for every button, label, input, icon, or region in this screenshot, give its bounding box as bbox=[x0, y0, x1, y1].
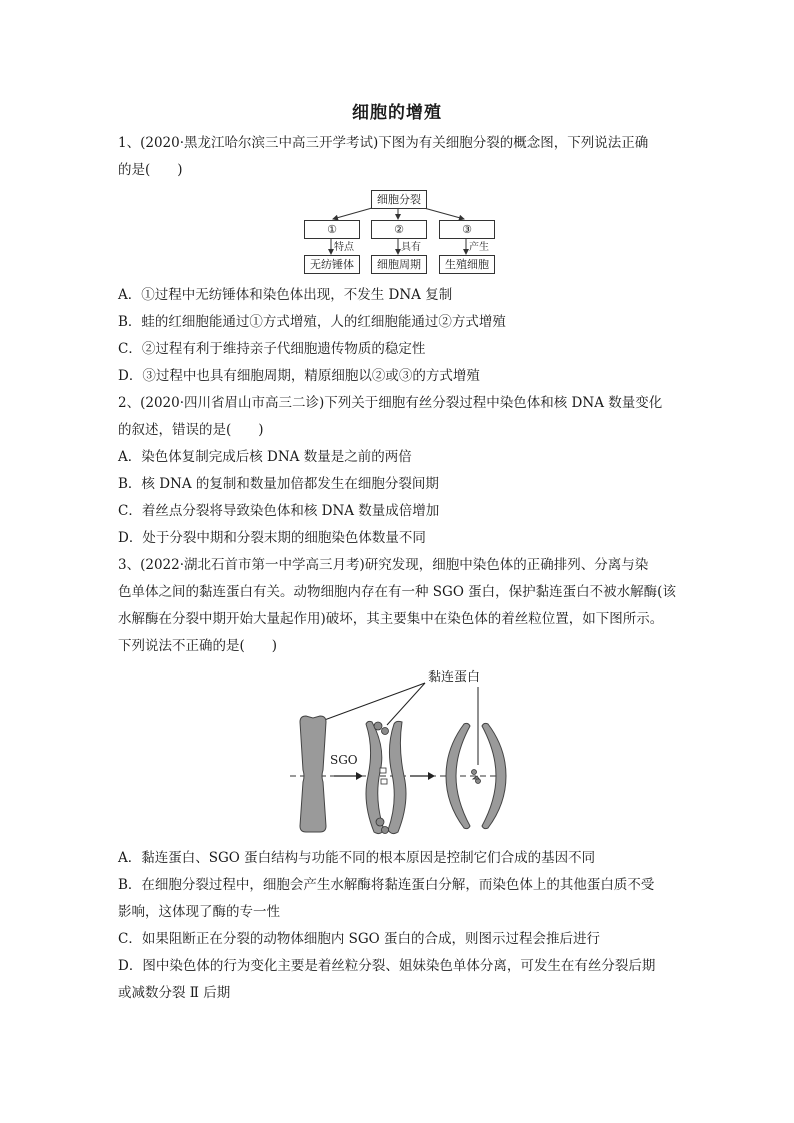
q2-option-c: C．着丝点分裂将导致染色体和核 DNA 数量成倍增加 bbox=[118, 503, 440, 519]
pointer-line-1 bbox=[319, 683, 425, 722]
chromatid-separated-right bbox=[482, 723, 506, 828]
diagram-node-branch-3: ③ bbox=[439, 220, 495, 239]
q1-option-a: A．①过程中无纺锤体和染色体出现，不发生 DNA 复制 bbox=[118, 287, 453, 303]
q2-option-a: A．染色体复制完成后核 DNA 数量是之前的两倍 bbox=[118, 449, 412, 465]
chromosome-stage-1 bbox=[300, 716, 326, 832]
q3-stem-line1: 3、(2022·湖北石首市第一中学高三月考)研究发现，细胞中染色体的正确排列、分离与染 bbox=[118, 557, 649, 573]
q3-stem-line4: 下列说法不正确的是( ) bbox=[118, 638, 278, 654]
diagram-node-branch-2: ② bbox=[371, 220, 427, 239]
diagram-leaf-2: 细胞周期 bbox=[371, 255, 427, 274]
q2-stem-line2: 的叙述，错误的是( ) bbox=[118, 422, 264, 438]
cohesin-fragment bbox=[476, 779, 481, 784]
q2-stem-line1: 2、(2020·四川省眉山市高三二诊)下列关于细胞有丝分裂过程中染色体和核 DNA 数量变化 bbox=[118, 395, 663, 411]
figure-label-cohesin: 黏连蛋白 bbox=[428, 670, 481, 685]
q2-option-b: B．核 DNA 的复制和数量加倍都发生在细胞分裂间期 bbox=[118, 476, 439, 492]
pointer-line-2 bbox=[387, 683, 425, 725]
cohesin-dot bbox=[382, 827, 389, 834]
q3-option-d-line2: 或减数分裂 Ⅱ 后期 bbox=[118, 985, 231, 1001]
q3-option-b-line2: 影响，这体现了酶的专一性 bbox=[118, 904, 280, 920]
q3-stem-line2: 色单体之间的黏连蛋白有关。动物细胞内存在有一种 SGO 蛋白，保护黏连蛋白不被水解酶(该 bbox=[118, 584, 676, 600]
diagram-edge-label-2: 具有 bbox=[401, 242, 421, 253]
q3-option-c: C．如果阻断正在分裂的动物体细胞内 SGO 蛋白的合成，则图示过程会推后进行 bbox=[118, 931, 601, 947]
q1-stem-line1: 1、(2020·黑龙江哈尔滨三中高三开学考试)下图为有关细胞分裂的概念图，下列说法正确 bbox=[118, 135, 649, 151]
diagram-node-branch-1: ① bbox=[304, 220, 360, 239]
q1-stem-line2: 的是( ) bbox=[118, 162, 183, 178]
q3-option-b-line1: B．在细胞分裂过程中，细胞会产生水解酶将黏连蛋白分解，而染色体上的其他蛋白质不受 bbox=[118, 877, 655, 893]
chromatid-left-stage-2 bbox=[366, 721, 384, 833]
arrow-2-head bbox=[428, 772, 435, 780]
cohesin-dot bbox=[376, 818, 384, 826]
chromatid-separated-left bbox=[446, 723, 470, 828]
cohesin-fragment bbox=[473, 776, 479, 779]
q1-option-d: D．③过程中也具有细胞周期，精原细胞以②或③的方式增殖 bbox=[118, 368, 480, 384]
diagram-edge-label-3: 产生 bbox=[469, 242, 489, 253]
q1-option-c: C．②过程有利于维持亲子代细胞遗传物质的稳定性 bbox=[118, 341, 426, 357]
sgo-protein bbox=[380, 768, 386, 773]
q3-stem-line3: 水解酶在分裂中期开始大量起作用)破坏，其主要集中在染色体的着丝粒位置，如下图所示。 bbox=[118, 611, 664, 627]
page-title: 细胞的增殖 bbox=[352, 103, 442, 123]
diagram-edge-label-1: 特点 bbox=[334, 242, 354, 253]
diagram-node-cell-division: 细胞分裂 bbox=[371, 190, 427, 209]
chromatid-right-stage-2 bbox=[388, 721, 406, 833]
figure-label-sgo: SGO bbox=[330, 753, 358, 767]
diagram-leaf-1: 无纺锤体 bbox=[304, 255, 360, 274]
cohesin-dot bbox=[374, 722, 382, 730]
cohesin-fragment bbox=[472, 770, 477, 775]
arrow-1-head bbox=[356, 772, 363, 780]
q2-option-d: D．处于分裂中期和分裂末期的细胞染色体数量不同 bbox=[118, 530, 426, 546]
q3-option-d-line1: D．图中染色体的行为变化主要是着丝粒分裂、姐妹染色单体分离，可发生在有丝分裂后期 bbox=[118, 958, 656, 974]
diagram-leaf-3: 生殖细胞 bbox=[439, 255, 495, 274]
q3-option-a: A．黏连蛋白、SGO 蛋白结构与功能不同的根本原因是控制它们合成的基因不同 bbox=[118, 850, 596, 866]
sgo-protein bbox=[381, 779, 387, 784]
q1-option-b: B．蛙的红细胞能通过①方式增殖，人的红细胞能通过②方式增殖 bbox=[118, 314, 506, 330]
cohesin-dot bbox=[382, 728, 389, 735]
